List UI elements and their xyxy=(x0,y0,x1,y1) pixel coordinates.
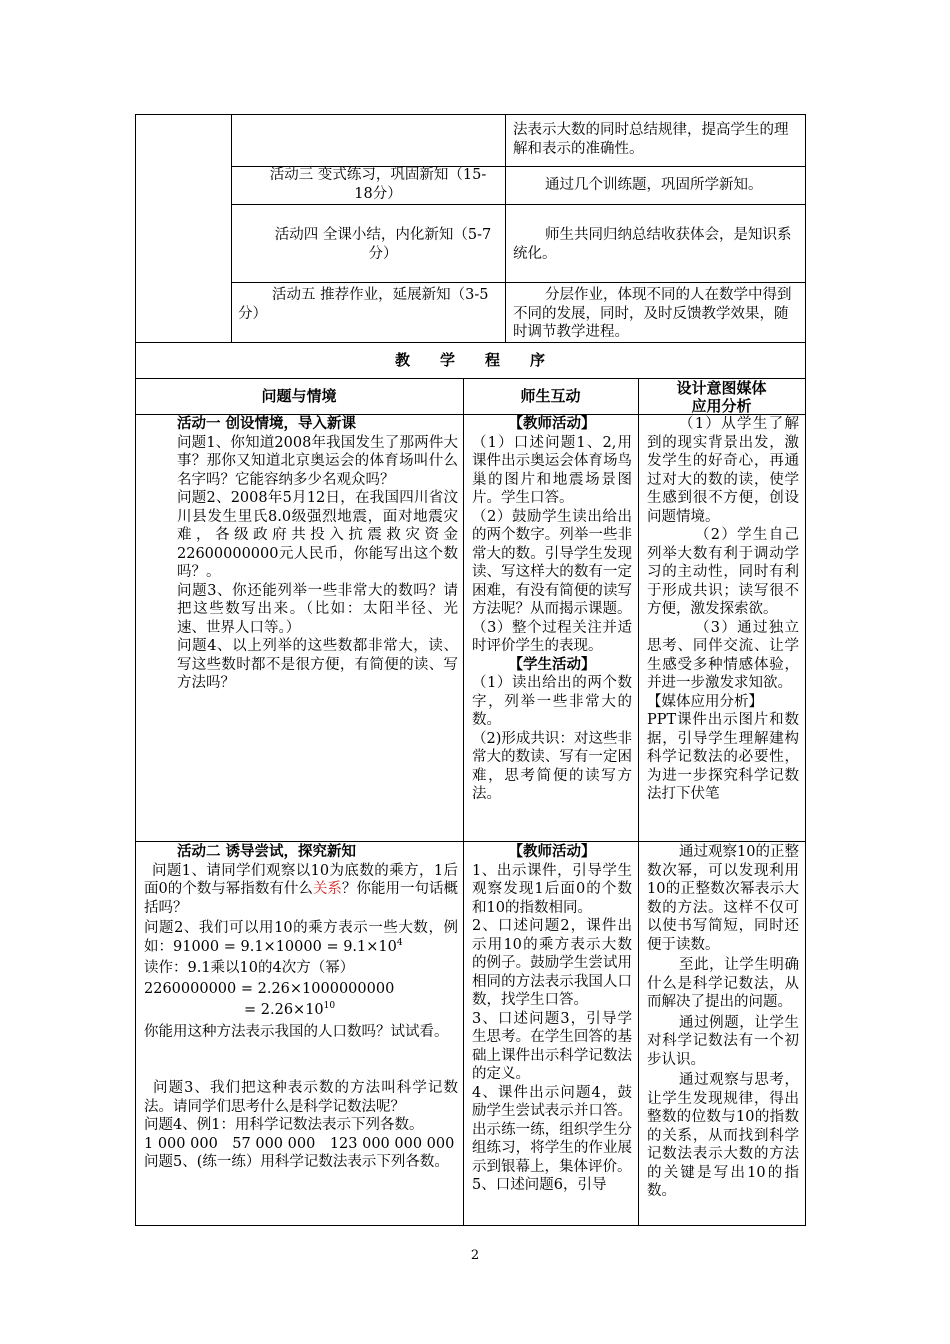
example-2a: 2260000000 = 2.26×1000000000 xyxy=(144,980,395,997)
student-item: （1）读出给出的两个数字，列举一些非常大的数。 xyxy=(472,675,632,728)
activity3-summary: 通过几个训练题，巩固所学新知。 xyxy=(545,177,763,193)
page-number: 2 xyxy=(470,1248,480,1263)
example-2b: = $2.26\times 10^{10}$ xyxy=(244,1001,336,1018)
activity4-text: 活动四 全课小结，内化新知（5-7分） xyxy=(274,227,492,262)
activity2-problems xyxy=(144,843,458,1172)
teacher-activity-heading: 【教师活动】 xyxy=(508,415,596,432)
activity5-cell xyxy=(238,286,496,323)
activity2-design xyxy=(647,843,799,1201)
activity1-interaction xyxy=(472,415,632,804)
table-border xyxy=(231,282,805,283)
table-border xyxy=(135,342,805,343)
table-border xyxy=(505,114,506,342)
problem-5: 问题5、(练一练）用科学记数法表示下列各数。 xyxy=(144,1154,449,1170)
table-border xyxy=(231,114,232,342)
activity2-interaction xyxy=(472,843,632,1224)
teacher-item: 1、出示课件，引导学生观察发现1后面0的个数和10的指数相同。 xyxy=(472,862,632,916)
column-header-interaction: 师生互动 xyxy=(520,387,581,405)
read-as: 读作：9.1乘以10的4次方（幂） xyxy=(144,960,355,976)
activity3-summary-cell xyxy=(513,176,803,195)
design-note: （1）从学生了解到的现实背景出发，激发学生的好奇心，再通过对大的数的读，使学生感到很不方便，创设问题情境。 xyxy=(647,416,799,525)
example-1: 91000 = 9.1×10000 = 9.1×10 xyxy=(173,938,397,955)
problem-3: 问题3、我们把这种表示数的方法叫科学记数法。请同学们思考什么是科学记数法呢？ xyxy=(144,1080,458,1115)
design-note: 通过观察与思考，让学生发现规律，得出整数的位数与10的指数的关系，从而找到科学记数法表示大数的方法的关键是写出10的指数。 xyxy=(647,1072,799,1199)
activity4-summary-cell xyxy=(513,226,799,263)
exponent: 4 xyxy=(396,937,403,948)
activity5-summary: 分层作业，体现不同的人在数学中得到不同的发展，同时，及时反馈教学效果，随时调节教学进程。 xyxy=(513,287,792,340)
column-header-design: 设计意图媒体 应用分析 xyxy=(676,379,767,415)
table-border xyxy=(638,378,639,1226)
student-item: （2)形成共识：对这些非常大的数读、写有一定困难，思考简便的读写方法。 xyxy=(472,730,632,802)
problem-4: 问题4、以上列举的这些数都非常大，读、写这些数时都不是很方便，有简便的读、写方法吗？ xyxy=(177,638,458,691)
teacher-item: （3）整个过程关注并适时评价学生的表现。 xyxy=(472,619,632,654)
problem-4: 问题4、例1：用科学记数法表示下列各数。 xyxy=(144,1117,424,1133)
problem-1: 问题1、请同学们观察以10为底数的乘方，1后面0的个数与幂指数有什么关系？你能用一句话概括吗？ xyxy=(144,862,458,916)
activity4-summary: 师生共同归纳总结收获体会，是知识系统化。 xyxy=(513,227,792,262)
activity1-problems xyxy=(177,415,458,693)
table-border xyxy=(135,114,136,1226)
example-numbers: 1 000 000 57 000 000 123 000 000 000 xyxy=(144,1135,455,1152)
summary-cell-continued xyxy=(513,121,799,158)
teacher-item: 5、口述问题6，引导 xyxy=(472,1177,607,1193)
activity1-title: 活动一 创设情境，导入新课 xyxy=(177,415,357,432)
activity5-text: 活动五 推荐作业，延展新知（3-5分） xyxy=(238,287,489,322)
problem-3: 问题3、你还能列举一些非常大的数吗？请把这些数写出来。（比如：太阳半径、光速、世界人口等。） xyxy=(177,582,458,636)
column-header-problems: 问题与情境 xyxy=(261,387,337,405)
media-text: PPT课件出示图片和数据，引导学生理解建构科学记数法的必要性，为进一步探究科学记数法打下伏笔 xyxy=(647,712,799,802)
design-note: （2）学生自己列举大数有利于调动学习的主动性，同时有利于形成共识；读写很不方便，激发探索欲。 xyxy=(647,527,799,617)
teacher-activity-heading: 【教师活动】 xyxy=(508,843,596,860)
table-border xyxy=(805,114,806,1226)
design-note: 至此，让学生明确什么是科学记数法，从而解决了提出的问题。 xyxy=(647,957,799,1010)
section-title xyxy=(135,351,805,369)
summary-text: 法表示大数的同时总结规律，提高学生的理解和表示的准确性。 xyxy=(513,122,789,157)
exponent: 10 xyxy=(323,1001,336,1012)
table-border xyxy=(135,114,805,115)
activity2-title: 活动二 诱导尝试，探究新知 xyxy=(177,843,357,860)
population-question: 你能用这种方法表示我国的人口数吗？试试看。 xyxy=(144,1023,449,1040)
activity3-cell xyxy=(262,166,494,203)
table-border xyxy=(463,378,464,1226)
section-title-text: 教 学 程 序 xyxy=(394,351,545,369)
media-heading: 【媒体应用分析】 xyxy=(647,693,763,710)
design-note: （3）通过独立思考、同伴交流、让学生感受多种情感体验，并进一步激发求知欲。 xyxy=(647,619,799,691)
teacher-item: （1）口述问题1、2,用课件出示奥运会体育场鸟巢的图片和地震场景图片。学生口答。 xyxy=(472,434,632,506)
activity4-cell xyxy=(272,226,494,263)
student-activity-heading: 【学生活动】 xyxy=(508,655,596,673)
design-note: 通过观察10的正整数次幂，可以发现利用10的正整数次幂表示大数的方法。这样不仅可以使书写简短，同时还便于读数。 xyxy=(647,844,799,953)
teacher-item: 3、口述问题3，引导学生思考。在学生回答的基础上课件出示科学记数法的定义。 xyxy=(472,1010,632,1082)
activity1-design xyxy=(647,415,799,840)
teacher-item: 2、口述问题2，课件出示用10的乘方表示大数的例子。鼓励学生尝试用相同的方法表示我国人口数，找学生口答。 xyxy=(472,918,632,1008)
table-border xyxy=(135,1225,805,1226)
activity3-text: 活动三 变式练习，巩固新知（15-18分） xyxy=(269,167,487,202)
problem-2: 问题2、我们可以用10的乘方表示一些大数，例如：$91000 = 9.1\times 10000 = 9.1\times 10^4$ xyxy=(144,920,458,955)
teacher-item: （2）鼓励学生读出给出的两个数字。列举一些非常大的数。引导学生发现读、写这样大的数有一定困难，有没有简便的读写方法呢？从而揭示课题。 xyxy=(472,508,632,617)
problem-2: 问题2、2008年5月12日，在我国四川省汶川县发生里氏8.0级强烈地震，面对地震灾难，各级政府共投入抗震救灾资金22600000000元人民币，你能写出这个数吗？。 xyxy=(177,490,458,580)
table-border xyxy=(231,204,805,205)
problem-1: 问题1、你知道2008年我国发生了那两件大事？那你又知道北京奥运会的体育场叫什么名字吗？它能容纳多少名观众吗？ xyxy=(177,434,458,488)
highlight-relation: 关系 xyxy=(312,881,342,897)
activity5-summary-cell xyxy=(513,286,799,342)
teacher-item: 4、课件出示问题4，鼓励学生尝试表示并口答。出示练一练，组织学生分组练习，将学生的作业展示到银幕上，集体评价。 xyxy=(472,1084,632,1175)
design-note: 通过例题，让学生对科学记数法有一个初步认识。 xyxy=(647,1014,799,1068)
table-border xyxy=(135,841,805,842)
